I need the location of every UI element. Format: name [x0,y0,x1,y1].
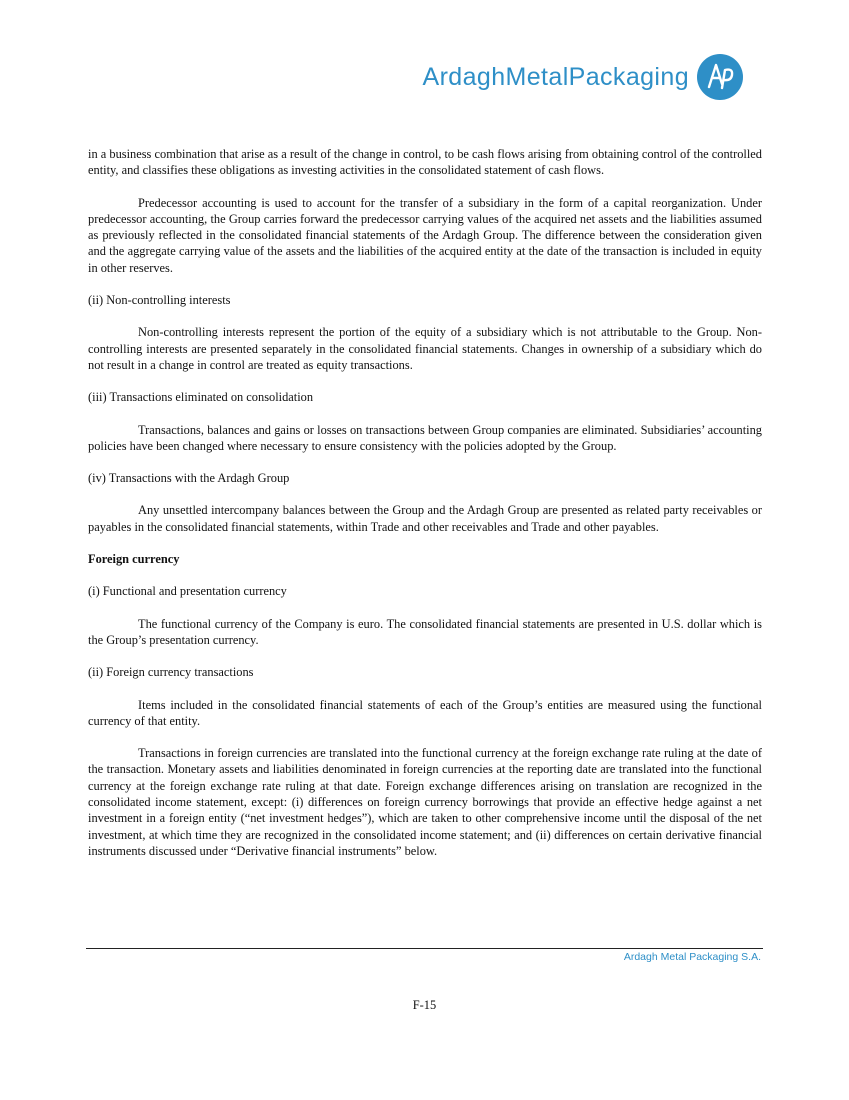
footer-divider [86,948,763,949]
paragraph-predecessor-accounting: Predecessor accounting is used to account for the transfer of a subsidiary in the form of a capital reorganization. Under predecessor accounting, the Group carries forward the predecessor carrying values of the acquired net assets and the liabilities assumed as previously reflected in the consolidated financial statements of the Ardagh Group. The difference between the consideration given and the aggregate carrying value of the assets and the liabilities of the acquired entity at the date of the transaction is included in equity in other reserves. [88,195,762,275]
paragraph-cash-flows: in a business combination that arise as a result of the change in control, to be cash flows arising from obtaining control of the controlled entity, and classifies these obligations as investing activities in the consolidated statement of cash flows. [88,147,762,178]
header-logo [423,52,746,102]
paragraph-non-controlling-interests: Non-controlling interests represent the portion of the equity of a subsidiary which is not attributable to the Group. Non-controlling interests are presented separately in the consolidated financial statements. Changes in ownership of a subsidiary which do not result in a change in control are treated as equity transactions. [88,325,762,372]
heading-non-controlling-interests: (ii) Non-controlling interests [88,293,231,308]
logo-wordmark: ArdaghMetalPackaging [422,62,689,91]
page-number: F-15 [412,998,437,1012]
footer-company-name: Ardagh Metal Packaging S.A. [623,951,761,963]
heading-transactions-ardagh-group: (iv) Transactions with the Ardagh Group [88,471,290,486]
paragraph-functional-currency: The functional currency of the Company is euro. The consolidated financial statements are presented in U.S. dollar which is the Group’s presentation currency. [88,616,762,647]
paragraph-transactions-eliminated: Transactions, balances and gains or losses on transactions between Group companies are eliminated. Subsidiaries’ accounting policies have been changed where necessary to ensure consistency with the policies adopted by the Group. [88,422,762,453]
heading-functional-currency: (i) Functional and presentation currency [88,584,287,599]
paragraph-foreign-currency-translation: Transactions in foreign currencies are translated into the functional currency at the foreign exchange rate ruling at the date of the transaction. Monetary assets and liabilities denominated in foreign currencies at the reporting date are translated into the functional currency at the foreign exchange rate ruling at that date. Foreign exchange differences arising on translation are recognized in the consolidated income statement, except: (i) differences on foreign currency borrowings that provide an effective hedge against a net investment in a foreign entity (“net investment hedges”), which are taken to other comprehensive income until the disposal of the net investment, at which time they are recognized in the consolidated income statement; and (ii) differences on certain derivative financial instruments discussed under “Derivative financial instruments” below. [88,746,762,858]
amp-logo-icon [695,52,745,102]
paragraph-transactions-ardagh-group: Any unsettled intercompany balances between the Group and the Ardagh Group are presented as related party receivables or payables in the consolidated financial statements, within Trade and other receivables and Trade and other payables. [88,503,762,534]
document-body [88,146,762,859]
heading-foreign-currency-transactions: (ii) Foreign currency transactions [88,665,254,680]
paragraph-functional-currency-items: Items included in the consolidated financial statements of each of the Group’s entities are measured using the functional currency of that entity. [88,697,762,728]
heading-foreign-currency: Foreign currency [88,552,180,567]
heading-transactions-eliminated: (iii) Transactions eliminated on consolidation [88,390,314,405]
